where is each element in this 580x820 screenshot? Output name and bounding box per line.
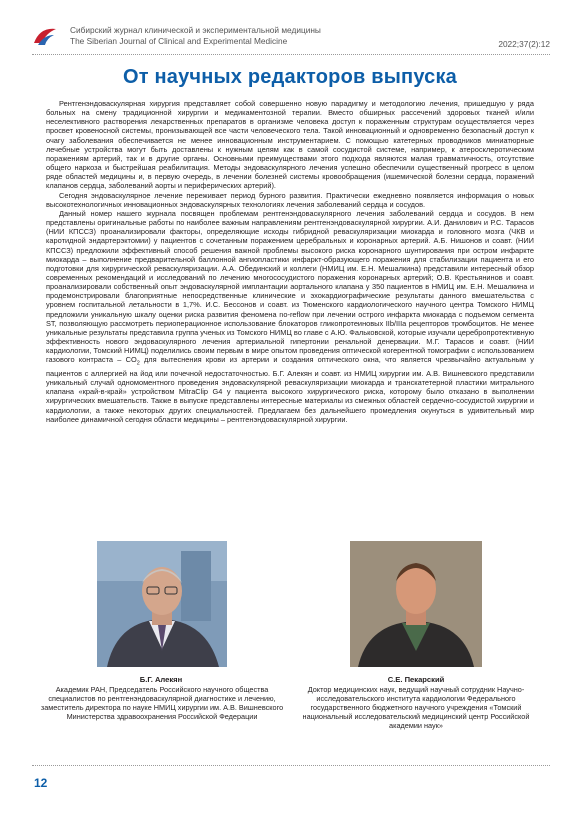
subscript-text: 2 (136, 360, 140, 367)
editor-name: Б.Г. Алекян (139, 675, 183, 684)
editor-caption: Академик РАН, Председатель Российского научного общества специалистов по рентгенэндоваскулярной диагностике и лечению, заместитель директора по науке НМИЦ хирургии им. А.В. Вишневского Министерства здравоохранения Российской Федерации (40, 685, 284, 721)
paragraph: Сегодня эндоваскулярное лечение переживает период бурного развития. Практически ежедневно появляется информация о новых высокотехнологичных инновационных эндоваскулярных технологиях лечения заболеваний сердца и сосудов. (46, 190, 534, 209)
issue-info: 2022;37(2):12 (498, 39, 550, 49)
paragraph-text: Данный номер нашего журнала посвящен проблемам рентгенэндоваскулярного лечения заболеваний сердца и сосудов. В нем представлены оригинальные работы по наиболее важным направлениям рентгенэндоваскулярной хирургии. А.И. Данилович и Р.С. Тарасов (НИИ КПССЗ) проанализировали факторы, определяющие исходы гибридной реваскуляризации миокарда и головного мозга (ЧКВ и каротидной эндартерэктомии) у пациентов с сочетанным поражением церебральных и коронарных артерий. А.Б. Нишонов и соавт. (НИИ КПССЗ) предложили эффективный способ решения важной проблемы высокого риска коронарного шунтирования при остром инфаркте миокарда – выполнение предварительной баллонной ангиопластики инфаркт-образующего поражения для стабилизации пациента и его подготовки для хирургической реваскуляризации. А.А. Обединский и коллеги (НМИЦ им. Е.Н. Мешалкина) представили интересный обзор современных рекомендаций и исследований по лечению многососудистого поражения коронарных артерий; О.В. Крестьянинов и соавт. проанализировали собственный опыт эндоваскулярной имплантации аортального клапана у 350 пациентов в НМИЦ им. Е.Н. Мешалкина и продемонстрировали благоприятные непосредственные клинические и эхокардиографические результаты данного вмешательства с уровнем госпитальной летальности в 1,7%. И.С. Бессонов и соавт. из Тюменского кардиологического научного центра Томского НИМЦ предложили уникальную шкалу оценки риска развития феномена no-reflow при лечении острого инфаркта миокарда с подъемом сегмента ST, позволяющую рассмотреть периоперационное использование блокаторов гликопротеиновых IIb/IIIa рецепторов тромбоцитов. Не менее уникальные результаты представила группа ученых из Томского НИМЦ во главе с А.Ю. Фальковской, которые изучали церебропротективную эффективность нового эндоваскулярного лечения артериальной гипертонии ренальной денервации. М.Г. Тарасов и соавт. (НИИ кардиологии, Томский НИМЦ) поделились своим первым в мире опытом проведения оптической когерентной томографии с использованием газового контраста – CO (46, 208, 534, 365)
header-divider (32, 54, 550, 55)
paragraph: Рентгенэндоваскулярная хирургия представляет собой совершенно новую парадигму и методологию лечения, пришедшую у ряда больных на смену традиционной хирургии и медикаментозной терапии. Вместо обширных рассечений здоровых тканей и/или неселективного растворения лекарственных препаратов в организме человека доступ к пораженным структурам осуществляется через просвет кровеносной системы, пронизывающей все части человеческого тела. Такой инновационный и одновременно безопасный доступ к очагу заболевания обеспечивается не менее инновационным инструментарием. С помощью катетерных проводников миниатюрные лечебные устройства могут быть доставлены к нужным целям как в самой сосудистой системе, например, к атеросклеротическим поражениям артерий, так и в другие органы. Основными преимуществами этого подхода являются малая травматичность, отсутствие общего наркоза и быстрейшая реабилитация. Методы эндоваскулярного лечения успешно обеспечили существенный прогресс в целом ряде областей медицины и, в первую очередь, в лечении болезней системы кровообращения (ишемической болезни сердца, поражений клапанов сердца, заболеваний аорты и периферических артерий). (46, 99, 534, 191)
footer-divider (32, 765, 550, 766)
page-title: От научных редакторов выпуска (122, 66, 458, 88)
journal-logo-icon (32, 25, 58, 47)
article-body (46, 99, 534, 424)
editor-photo-alekyan (97, 541, 227, 667)
journal-name-en: The Siberian Journal of Clinical and Experimental Medicine (70, 35, 288, 46)
journal-name (70, 25, 321, 46)
paragraph (46, 209, 534, 424)
editor-name: С.Е. Пекарский (387, 675, 445, 684)
paragraph-text: для вытеснения крови из артерии и создания оптического окна, что является чрезвычайно актуальным у пациентов с аллергией на йод или почечной недостаточностью. Б.Г. Алекян и соавт. из НМИЦ хирургии им. А.В. Вишневского представили уникальный случай одномоментного проведения эндоваскулярной реваскуляризации миокарда и транскатетерной пластики митрального клапана «край-в-край» устройством MitraClip G4 у пациента высокого хирургического риска, которому было отказано в выполнении хирургических вмешательств. Также в выпуске представлены интересные материалы из смежных областей сердечно-сосудистой хирургии и кардиологии, а также некоторых других специальностей. Предлагаем без дальнейшего промедления окунуться в удивительный мир наиболее динамичной сегодня области медицины – рентгенэндоваскулярной хирургии. (46, 355, 534, 424)
journal-header (32, 22, 550, 50)
editor-photo-pekarsky (350, 541, 482, 667)
journal-name-ru: Сибирский журнал клинической и экспериментальной медицины (70, 25, 321, 35)
page-number: 12 (34, 776, 48, 790)
editor-caption: Доктор медицинских наук, ведущий научный сотрудник Научно-исследовательского института кардиологии Федерального государственного бюджетного научного учреждения «Томский национальный исследовательский медицинский центр Российской академии наук» (302, 685, 530, 730)
